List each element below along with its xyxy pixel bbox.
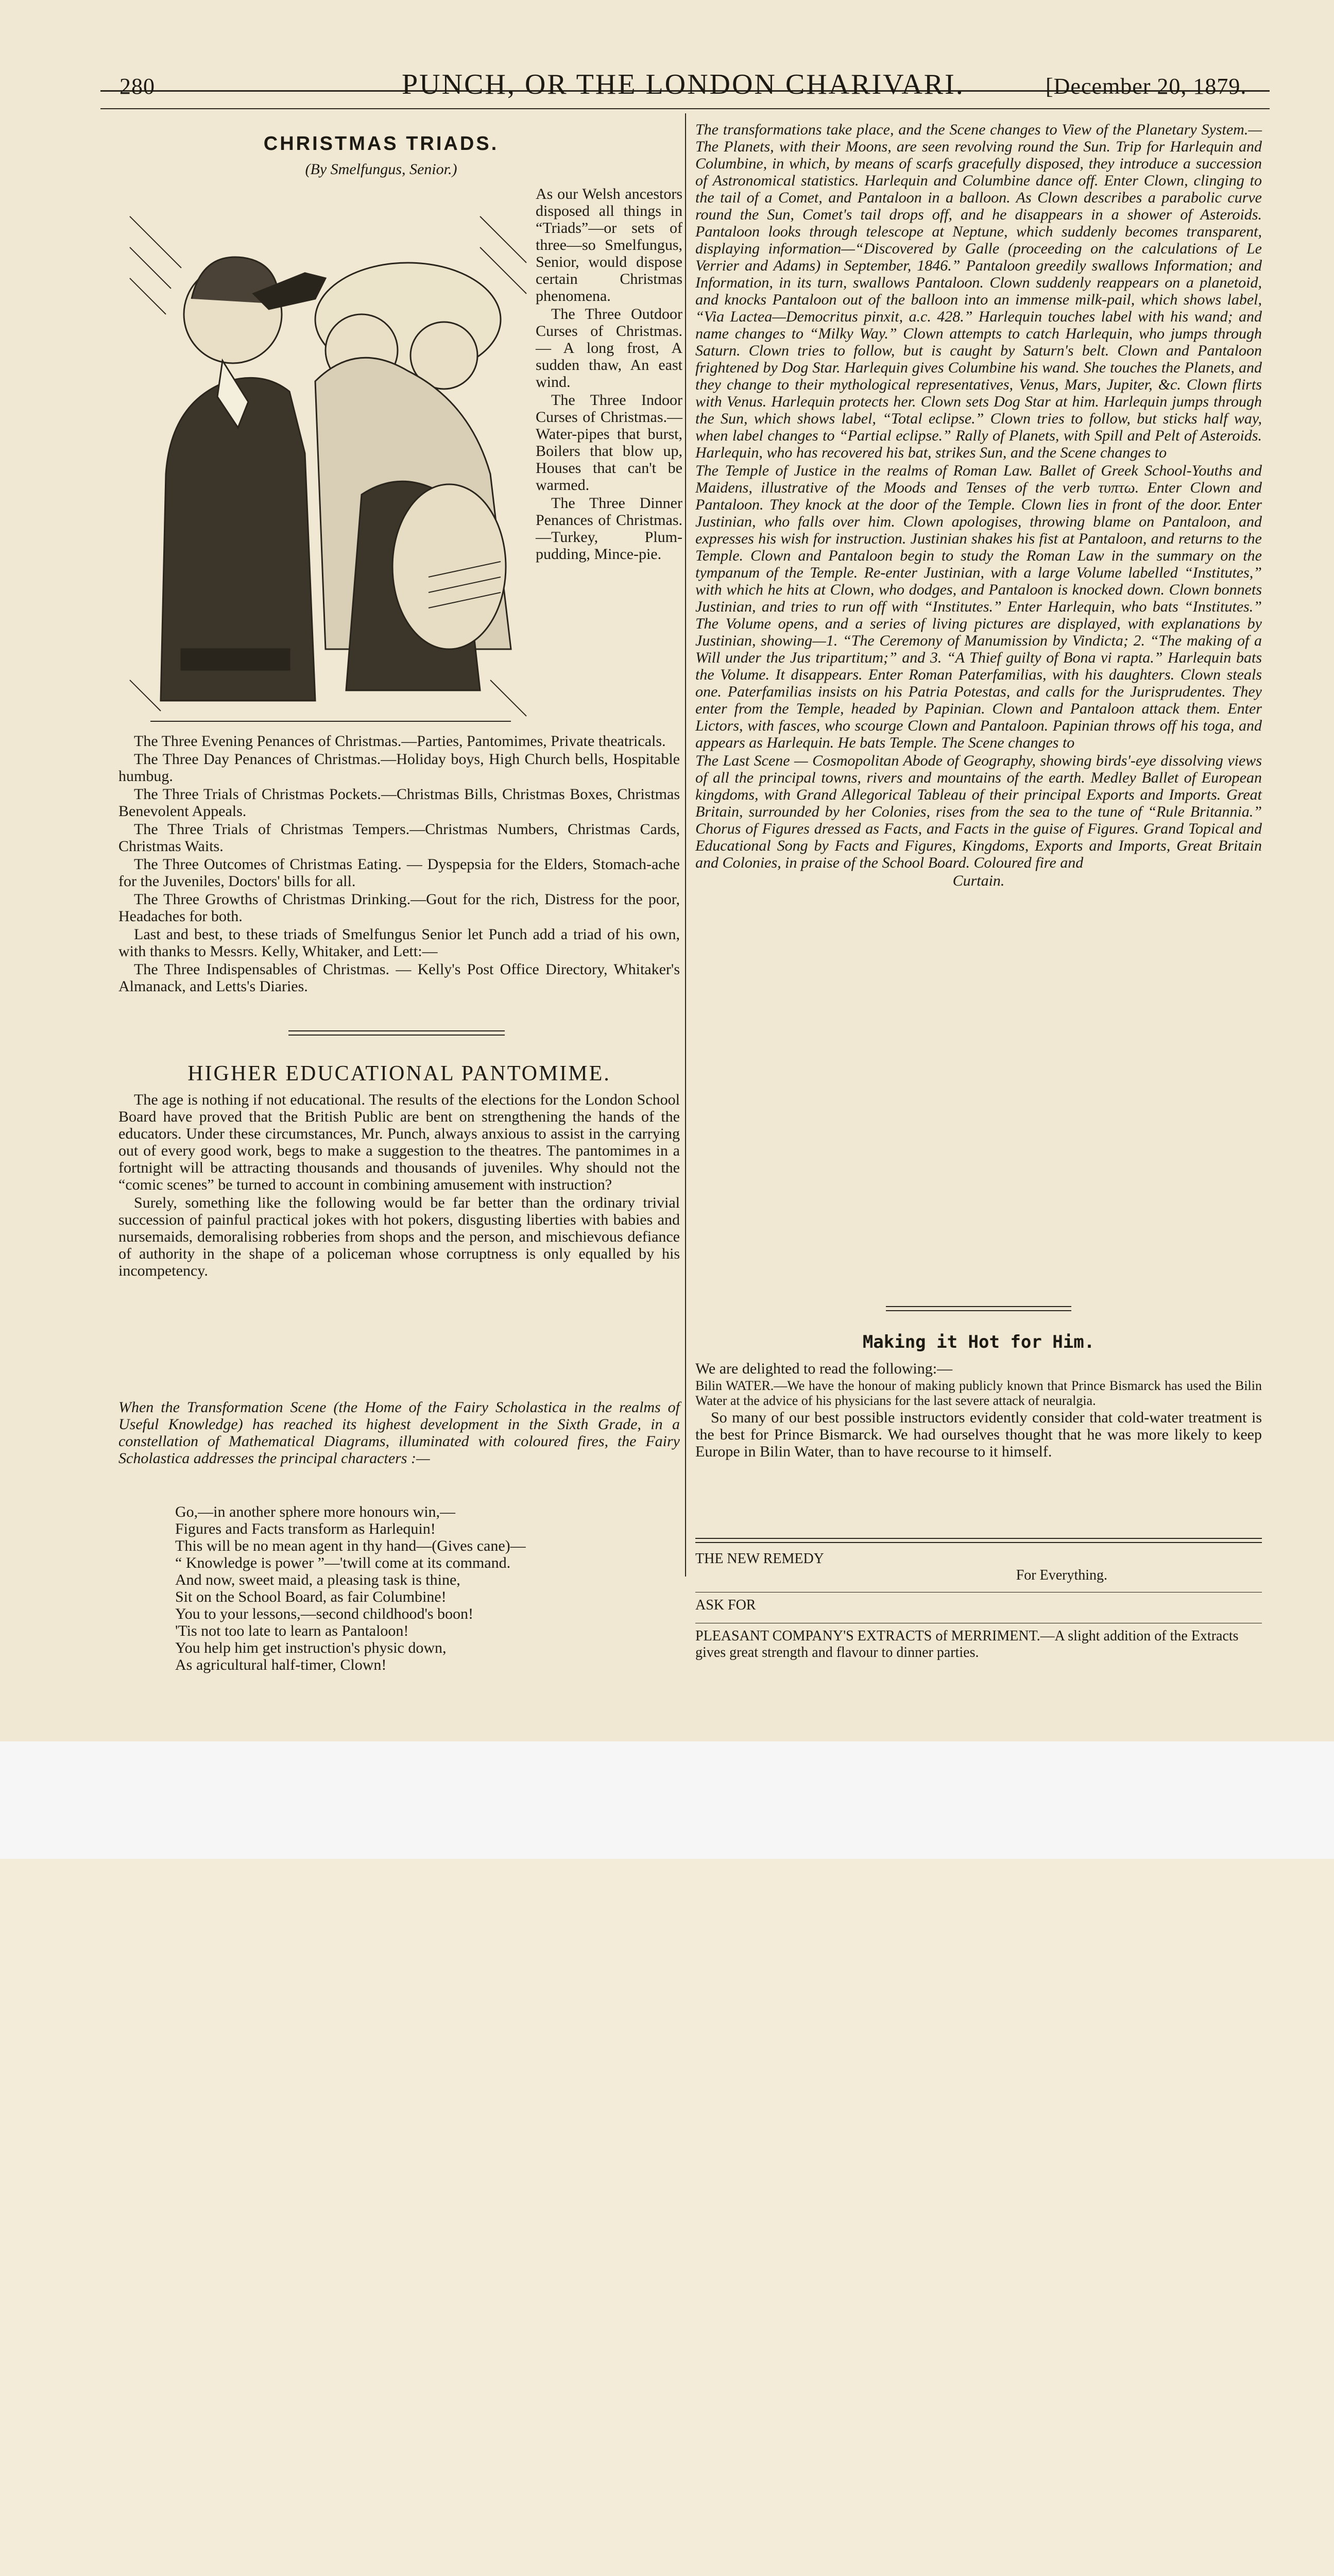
poem-line: You to your lessons,—second childhood's boon! (175, 1605, 474, 1622)
making-quote: Bilin WATER.—We have the honour of making publicly known that Prince Bismarck has used the Bilin Water at the advice of his physicians for the last severe attack of neuralgia. (695, 1378, 1262, 1408)
making-para-1: We are delighted to read the following:— (695, 1360, 953, 1377)
header-rule (100, 108, 1270, 109)
section-separator-4 (886, 1310, 1071, 1311)
page-number: 280 (119, 74, 155, 99)
triads-continued (118, 733, 680, 996)
triad-drinking: The Three Growths of Christmas Drinking.—Gout for the rich, Distress for the poor, Headaches for both. (118, 891, 680, 925)
transformation-scene (118, 1399, 680, 1468)
triad-outdoor-curses: The Three Outdoor Curses of Christmas. — A long frost, A sudden thaw, An east wind. (536, 306, 682, 391)
article-title-making: Making it Hot for Him. (862, 1332, 1095, 1352)
pantomime-body (118, 1091, 680, 1280)
section-separator-2 (288, 1035, 505, 1036)
pantomime-scenes (695, 121, 1262, 889)
poem-line: “ Knowledge is power ”—'twill come at its command. (175, 1554, 511, 1571)
curtain-line: Curtain. (952, 872, 1005, 889)
poem-line: Go,—in another sphere more honours win,— (175, 1503, 456, 1520)
issue-date: [December 20, 1879. (1046, 74, 1247, 99)
article-byline: (By Smelfungus, Senior.) (305, 161, 457, 178)
triad-day-penances: The Three Day Penances of Christmas.—Holiday boys, High Church bells, Hospitable humbug. (118, 751, 680, 785)
ad-separator (695, 1538, 1262, 1539)
pantomime-para-1: The age is nothing if not educational. The results of the elections for the London School Board have proved that the British Public are bent on strengthening the hands of the educators. Under these circumstances, Mr. Punch, always anxious to assist in the carrying out of every good work, begs to make a suggestion to the theatres. The pantomimes in a fortnight will be attracting thousands and thousands of juveniles. Why should not the “comic scenes” be turned to account in combining amusement with instruction? (118, 1091, 680, 1193)
section-separator-3 (886, 1306, 1071, 1307)
triads-side-text (536, 185, 682, 564)
transformation-text: When the Transformation Scene (the Home of the Fairy Scholastica in the realms of Useful Knowledge) has reached its highest development in the Sixth Grade, in a constellation of Mathematical Diagrams, illuminated with coloured fires, the Fairy Scholastica addresses the principal characters :— (118, 1399, 680, 1467)
advert-ask-for: ASK FOR (695, 1597, 756, 1613)
triad-dinner-penances: The Three Dinner Penances of Christmas.—Turkey, Plum-pudding, Mince-pie. (536, 495, 682, 563)
triads-intro: As our Welsh ancestors disposed all things in “Triads”—or sets of three—so Smelfungus, Senior, would dispose certain Christmas phenomena. (536, 185, 682, 304)
christmas-illustration (119, 185, 529, 732)
poem-line: 'Tis not too late to learn as Pantaloon! (175, 1622, 409, 1639)
triad-tempers: The Three Trials of Christmas Tempers.—Christmas Numbers, Christmas Cards, Christmas Waits. (118, 821, 680, 855)
advert-new-remedy-sub: For Everything. (1016, 1567, 1107, 1583)
poem-line: Sit on the School Board, as fair Columbine! (175, 1588, 447, 1605)
scene-temple: The Temple of Justice in the realms of Roman Law. Ballet of Greek School-Youths and Maidens, illustrative of the Moods and Tenses of the verb τυπτω. Enter Clown and Pantaloon. They knock at the door of the Temple. Clown lies in front of the door. Enter Justinian, who falls over him. Clown apologises, throwing blame on Pantaloon, and expresses his wish for instruction. Justinian shakes his fist at Pantaloon, and returns to the Temple. Clown and Pantaloon begin to study the Roman Law in the summary on the tympanum of the Temple. Re-enter Justinian, with a large Volume labelled “Institutes,” with which he hits at Clown, who dodges, and Pantaloon is knocked down. Clown bonnets Justinian, and tries to run off with “Institutes.” Enter Harlequin, who bats “Institutes.” The Volume opens, and a series of living pictures are displayed, with explanations by Justinian, showing—1. “The Ceremony of Manumission by Vindicta; 2. “The making of a Will under the Jus tripartitum;” and 3. “A Thief guilty of Bona vi rapta.” Harlequin bats the Volume. It disappears. Enter Roman Paterfamilias, with his daughters. Clown steals one. Paterfamilias insists on his Patria Potestas, and calls for the Jurisprudentes. They enter from the Temple, headed by Papinian. Clown and Pantaloon attack them. Enter Lictors, with fasces, who scourge Clown and Pantaloon. Papinian throws off his toga, and appears as Harlequin. He bats Temple. The Scene changes to (695, 462, 1262, 751)
triad-punch-intro: Last and best, to these triads of Smelfungus Senior let Punch add a triad of his own, with thanks to Messrs. Kelly, Whitaker, and Lett:— (118, 926, 680, 960)
poem-line: This will be no mean agent in thy hand—(Gives cane)— (175, 1537, 526, 1554)
scene-last: The Last Scene — Cosmopolitan Abode of Geography, showing birds'-eye dissolving views of all the principal towns, rivers and mountains of the earth. Medley Ballet of European kingdoms, with Grand Allegorical Tableau of their principal Exports and Imports. Great Britain, surrounded by her Colonies, rises from the sea to the tune of “Rule Britannia.” Chorus of Figures dressed as Facts, and Facts in the guise of Figures. Grand Topical and Educational Song by Facts and Figures, Kingdoms, Exports and Imports, Great Britain and Colonies, in praise of the School Board. Coloured fire and (695, 752, 1262, 871)
pantomime-para-2: Surely, something like the following would be far better than the ordinary trivial succession of painful practical jokes with hot pokers, disgusting liberties with babies and nursemaids, demoralising robberies from shops and the person, and mischievous defiance of authority in the shape of a policeman whose corruptness is only equalled by his incompetency. (118, 1194, 680, 1279)
column-divider (685, 113, 686, 1577)
scene-planetary: The transformations take place, and the Scene changes to View of the Planetary System.—The Planets, with their Moons, are seen revolving round the Sun. Trip for Harlequin and Columbine, in which, by means of scarfs gracefully disposed, they introduce a succession of Astronomical statistics. Harlequin and Columbine dance off. Enter Clown, clinging to the tail of a Comet, and Pantaloon in a balloon. As Clown describes a parabolic curve round the Sun, Comet's tail drops off, and he disappears in a shower of Asteroids. Pantaloon looks through telescope at Neptune, which suddenly becomes transparent, displaying information—“Discovered by Galle (proceeding on the calculations of Le Verrier and Adams) in September, 1846.” Pantaloon greedily swallows Information; and Information, in its turn, swallows Pantaloon. Clown suddenly reappears on a planetoid, and knocks Pantaloon out of the balloon into an immense milk-pail, which shows label, “Via Lactea—Democritus pinxit, a.c. 428.” Harlequin touches label with his wand; and name changes to “Milky Way.” Clown attempts to catch Harlequin, who jumps through Saturn. Clown tries to follow, but is caught by Saturn's belt. Clown and Pantaloon frightened by Dog Star. Harlequin gives Columbine his wand. She touches the Planets, and they change to their mythological representatives, Venus, Mars, Jupiter, &c. Clown flirts with Venus. Harlequin protects her. Clown sets Dog Star at him. Harlequin jumps through the Sun, which shows label, “Total eclipse.” Clown tries to follow, but sticks half way, when label changes to “Partial eclipse.” Rally of Planets, with Spill and Pelt of Asteroids. Harlequin, who has recovered his bat, strikes Sun, and the Scene changes to (695, 121, 1262, 461)
ad-separator-2 (695, 1542, 1262, 1543)
advert-new-remedy (695, 1551, 1262, 1584)
making-para-2: So many of our best possible instructors evidently consider that cold-water treatment is the best for Prince Bismarck. We had ourselves thought that he was more likely to keep Europe in Bilin Water, than to have recourse to it himself. (695, 1409, 1262, 1460)
fairy-poem (175, 1503, 670, 1673)
masthead-title: PUNCH, OR THE LONDON CHARIVARI. (402, 69, 965, 100)
poem-line: Figures and Facts transform as Harlequin! (175, 1520, 436, 1537)
making-body (695, 1360, 1262, 1461)
advert-new-remedy-title: THE NEW REMEDY (695, 1551, 824, 1567)
article-title-pantomime: HIGHER EDUCATIONAL PANTOMIME. (187, 1062, 611, 1086)
triad-evening-penances: The Three Evening Penances of Christmas.—Parties, Pantomimes, Private theatricals. (134, 733, 666, 750)
triad-indoor-curses: The Three Indoor Curses of Christmas.—Water-pipes that burst, Boilers that blow up, Houses that can't be warmed. (536, 392, 682, 494)
triad-indispensables: The Three Indispensables of Christmas. — Kelly's Post Office Directory, Whitaker's Almanack, and Letts's Diaries. (118, 961, 680, 995)
triad-pockets: The Three Trials of Christmas Pockets.—Christmas Bills, Christmas Boxes, Christmas Benevolent Appeals. (118, 786, 680, 820)
poem-line: As agricultural half-timer, Clown! (175, 1656, 387, 1673)
advert-pleasant-company: PLEASANT COMPANY'S EXTRACTS of MERRIMENT.—A slight addition of the Extracts gives great strength and flavour to dinner parties. (695, 1628, 1239, 1660)
poem-line: You help him get instruction's physic down, (175, 1639, 447, 1656)
digitization-footer (0, 1741, 1334, 1859)
triad-eating: The Three Outcomes of Christmas Eating. — Dyspepsia for the Elders, Stomach-ache for the Juveniles, Doctors' bills for all. (118, 856, 680, 890)
section-separator (288, 1030, 505, 1031)
poem-line: And now, sweet maid, a pleasing task is thine, (175, 1571, 460, 1588)
article-title-triads: CHRISTMAS TRIADS. (263, 133, 499, 155)
